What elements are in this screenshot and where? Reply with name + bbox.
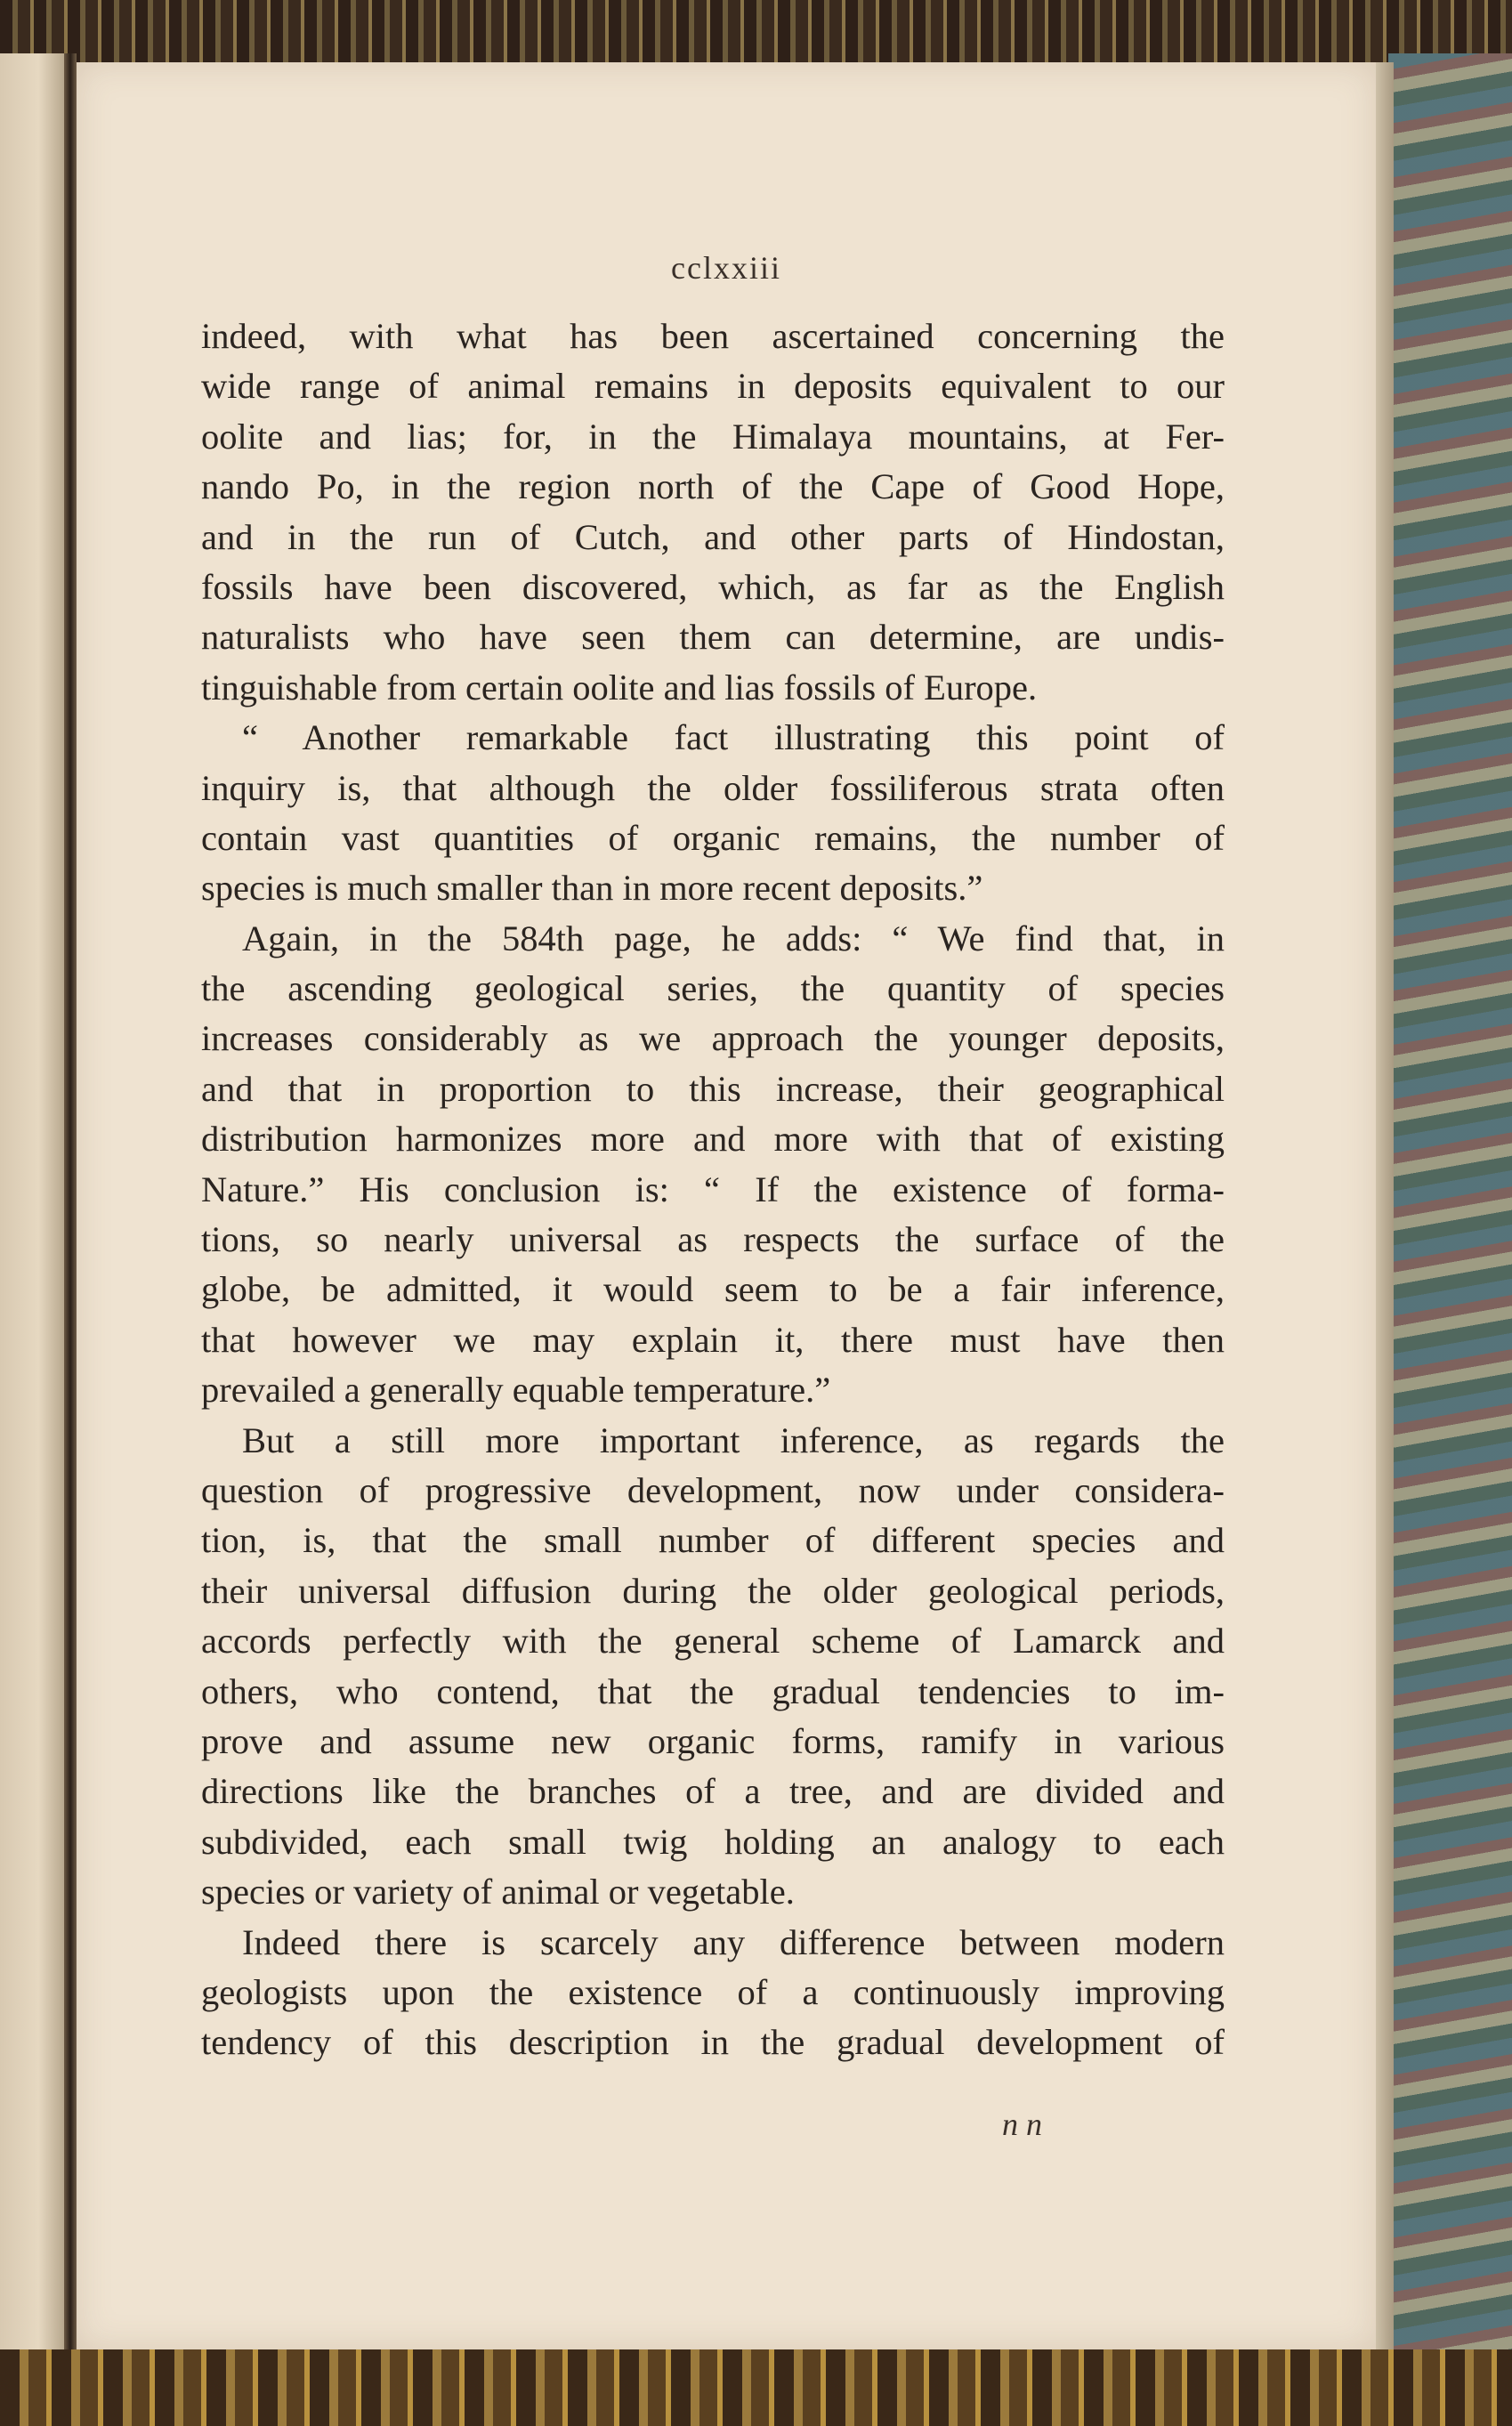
marbled-fore-edge [1388, 53, 1512, 2367]
text-line: tions, so nearly universal as respects the surface of the [201, 1219, 1225, 1260]
text-line: contain vast quantities of organic remains, the number of [201, 817, 1225, 858]
book-binding-top [0, 0, 1512, 71]
text-line: Again, in the 584th page, he adds: “ We find that, in [242, 918, 1225, 958]
text-line: Nature.” His conclusion is: “ If the existence of forma- [201, 1169, 1225, 1209]
book-page [77, 62, 1376, 2349]
book-gutter [64, 53, 77, 2367]
text-line: nando Po, in the region north of the Cape of Good Hope, [201, 466, 1225, 507]
text-line: “ Another remarkable fact illustrating this point of [242, 717, 1225, 758]
text-line: the ascending geological series, the quantity of species [201, 968, 1225, 1009]
text-line: question of progressive development, now under considera- [201, 1469, 1225, 1510]
text-line: naturalists who have seen them can determine, are undis- [201, 617, 1225, 658]
text-line: and that in proportion to this increase, their geographical [201, 1068, 1225, 1109]
body-text [201, 311, 1225, 2068]
text-line: globe, be admitted, it would seem to be a fair inference, [201, 1269, 1225, 1310]
text-line: species or variety of animal or vegetable. [201, 1872, 795, 1912]
text-line: fossils have been discovered, which, as far as the English [201, 566, 1225, 607]
text-line: tinguishable from certain oolite and lias fossils of Europe. [201, 667, 1038, 708]
text-line: others, who contend, that the gradual tendencies to im- [201, 1670, 1225, 1711]
text-line: increases considerably as we approach the younger deposits, [201, 1018, 1225, 1059]
text-line: subdivided, each small twig holding an analogy to each [201, 1821, 1225, 1862]
text-line: inquiry is, that although the older fossiliferous strata often [201, 767, 1225, 808]
text-line: oolite and lias; for, in the Himalaya mountains, at Fer- [201, 416, 1225, 457]
text-line: prevailed a generally equable temperature.” [201, 1370, 831, 1411]
text-line: tendency of this description in the gradual development of [201, 2022, 1225, 2063]
text-line: distribution harmonizes more and more with that of existing [201, 1119, 1225, 1160]
text-line: directions like the branches of a tree, and are divided and [201, 1771, 1225, 1812]
text-line: that however we may explain it, there must have then [201, 1319, 1225, 1360]
text-line: wide range of animal remains in deposits equivalent to our [201, 366, 1225, 407]
text-line: prove and assume new organic forms, ramify in various [201, 1720, 1225, 1761]
text-line: species is much smaller than in more recent deposits.” [201, 868, 983, 909]
text-line: indeed, with what has been ascertained concerning the [201, 316, 1225, 356]
facing-page-edge [0, 53, 64, 2367]
text-line: Indeed there is scarcely any difference between modern [242, 1921, 1225, 1962]
text-line: accords perfectly with the general scheme of Lamarck and [201, 1621, 1225, 1662]
text-line: and in the run of Cutch, and other parts of Hindostan, [201, 516, 1225, 557]
text-line: geologists upon the existence of a continuously improving [201, 1971, 1225, 2012]
signature-mark: n n [1002, 2107, 1042, 2142]
text-line: their universal diffusion during the older geological periods, [201, 1570, 1225, 1611]
text-line: But a still more important inference, as regards the [242, 1419, 1225, 1460]
page-number: cclxxiii [671, 250, 781, 286]
text-line: tion, is, that the small number of different species and [201, 1520, 1225, 1561]
book-binding-bottom [0, 2349, 1512, 2426]
